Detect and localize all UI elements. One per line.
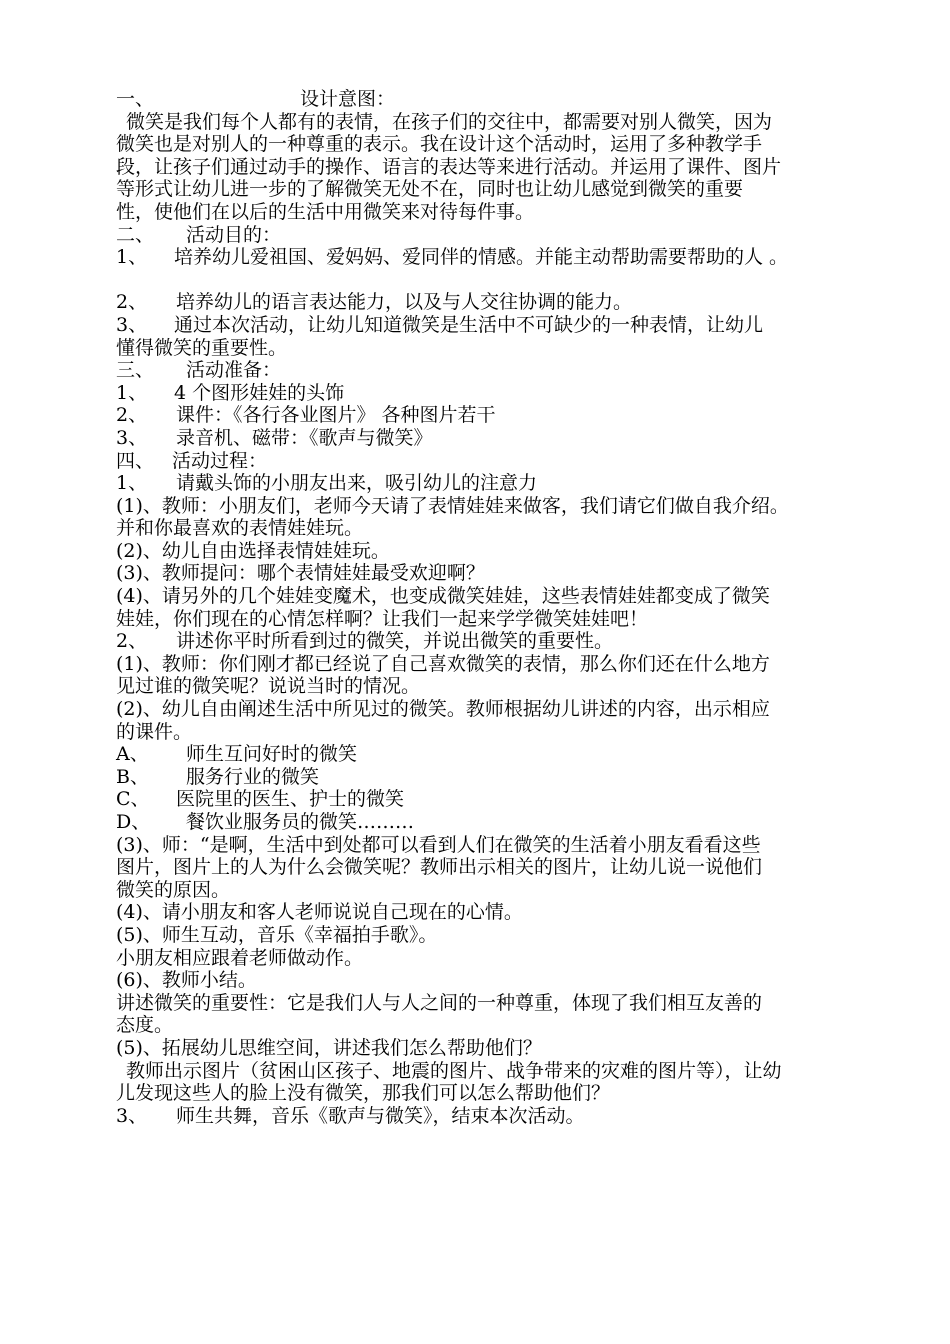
paragraph-line: (3)、教师提问：哪个表情娃娃最受欢迎啊？ (116, 562, 485, 585)
list-number: 3、 (116, 313, 148, 336)
paragraph-line: (5)、师生互动，音乐《幸福拍手歌》。 (116, 923, 438, 946)
paragraph-line: (5)、拓展幼儿思维空间，讲述我们怎么帮助他们？ (116, 1036, 542, 1059)
paragraph-line: (1)、教师：你们刚才都已经说了自己喜欢微笑的表情，那么你们还在什么地方 (116, 652, 770, 675)
paragraph-line: (4)、请另外的几个娃娃变魔术，也变成微笑娃娃，这些表情娃娃都变成了微笑 (116, 585, 770, 608)
list-number: 1、 (116, 472, 148, 495)
list-letter: C、 (116, 788, 150, 811)
section-title: 设计意图： (300, 88, 396, 110)
list-item (116, 811, 876, 834)
list-text: 通过本次活动，让幼儿知道微笑是生活中不可缺少的一种表情，让幼儿 (174, 313, 764, 336)
list-item (116, 404, 876, 427)
paragraph-line: 见过谁的微笑呢？说说当时的情况。 (116, 675, 421, 698)
list-item (116, 788, 876, 811)
paragraph-line: (1)、教师：小朋友们，老师今天请了表情娃娃来做客，我们请它们做自我介绍。 (116, 494, 789, 517)
document-page (116, 88, 876, 1127)
paragraph-line: 等形式让幼儿进一步的了解微笑无处不在，同时也让幼儿感觉到微笑的重要 (116, 178, 744, 201)
paragraph-line: 懂得微笑的重要性。 (116, 336, 288, 359)
section-number: 三、 (116, 359, 155, 382)
section-heading-4 (116, 450, 876, 473)
list-text: 培养幼儿的语言表达能力，以及与人交往协调的能力。 (176, 291, 633, 314)
list-letter: B、 (116, 765, 149, 788)
list-item (116, 246, 876, 269)
list-item (116, 743, 876, 766)
list-number: 1、 (116, 381, 148, 404)
list-item (116, 766, 876, 789)
list-letter: D、 (116, 811, 151, 833)
list-item (116, 291, 876, 314)
section-heading-2 (116, 224, 876, 247)
list-text: 服务行业的微笑 (186, 765, 320, 788)
paragraph-line: 性，使他们在以后的生活中用微笑来对待每件事。 (116, 200, 535, 223)
section-heading-3 (116, 359, 876, 382)
paragraph-line: 讲述微笑的重要性：它是我们人与人之间的一种尊重，体现了我们相互友善的 (116, 991, 763, 1014)
list-number: 1、 (116, 246, 148, 269)
paragraph-line: (3)、师：“是啊，生活中到处都可以看到人们在微笑的生活着小朋友看看这些 (116, 833, 761, 856)
blank-line (116, 269, 876, 292)
section-title: 活动目的： (186, 223, 282, 246)
paragraph-line: (2)、幼儿自由阐述生活中所见过的微笑。教师根据幼儿讲述的内容，出示相应 (116, 698, 770, 721)
paragraph-line: 微笑也是对别人的一种尊重的表示。我在设计这个活动时，运用了多种教学手 (116, 133, 763, 156)
list-text: 讲述你平时所看到过的微笑，并说出微笑的重要性。 (176, 630, 614, 653)
section-title: 活动准备： (186, 359, 282, 382)
paragraph-line: (4)、请小朋友和客人老师说说自己现在的心情。 (116, 901, 523, 924)
paragraph-line: 态度。 (116, 1014, 174, 1037)
paragraph-line: (6)、教师小结。 (116, 969, 257, 992)
section-heading-1 (116, 88, 876, 111)
paragraph-line: 并和你最喜欢的表情娃娃玩。 (116, 517, 364, 540)
list-text: 医院里的医生、护士的微笑 (176, 788, 405, 811)
list-item (116, 472, 876, 495)
list-text: 餐饮业服务员的微笑……… (186, 811, 415, 833)
list-number: 2、 (116, 404, 148, 427)
paragraph-line: 图片，图片上的人为什么会微笑呢？教师出示相关的图片，让幼儿说一说他们 (116, 856, 763, 879)
list-item (116, 1105, 876, 1128)
list-item (116, 630, 876, 653)
list-letter: A、 (116, 743, 149, 766)
paragraph-line: 微笑是我们每个人都有的表情，在孩子们的交往中，都需要对别人微笑，因为 (126, 110, 773, 133)
section-number: 一、 (116, 88, 155, 110)
list-text: 师生共舞，音乐《歌声与微笑》，结束本次活动。 (176, 1104, 585, 1127)
list-text: 请戴头饰的小朋友出来，吸引幼儿的注意力 (176, 472, 538, 495)
list-item (116, 427, 876, 450)
list-number: 2、 (116, 291, 148, 314)
list-text: 培养幼儿爱祖国、爱妈妈、爱同伴的情感。并能主动帮助需要帮助的人 。 (174, 246, 789, 269)
list-text: 课件：《各行各业图片》 各种图片若干 (176, 404, 496, 427)
list-item (116, 314, 876, 337)
section-title: 活动过程： (172, 449, 268, 472)
section-number: 四、 (116, 449, 155, 472)
list-number: 3、 (116, 1104, 148, 1127)
paragraph-line: 教师出示图片（贫困山区孩子、地震的图片、战争带来的灾难的图片等），让幼 (126, 1059, 782, 1082)
paragraph-line: 娃娃，你们现在的心情怎样啊？让我们一起来学学微笑娃娃吧！ (116, 607, 649, 630)
list-item (116, 382, 876, 405)
section-number: 二、 (116, 223, 155, 246)
paragraph-line: 小朋友相应跟着老师做动作。 (116, 946, 364, 969)
list-text: 录音机、磁带：《歌声与微笑》 (176, 426, 433, 449)
paragraph-line: 的课件。 (116, 720, 193, 743)
paragraph-line: 儿发现这些人的脸上没有微笑，那我们可以怎么帮助他们？ (116, 1082, 611, 1105)
list-text: 师生互问好时的微笑 (186, 743, 358, 766)
paragraph-line: 段，让孩子们通过动手的操作、语言的表达等来进行活动。并运用了课件、图片 (116, 155, 782, 178)
list-number: 3、 (116, 426, 148, 449)
paragraph-line: 微笑的原因。 (116, 878, 231, 901)
list-text: 4 个图形娃娃的头饰 (174, 381, 345, 404)
list-number: 2、 (116, 630, 148, 653)
paragraph-line: (2)、幼儿自由选择表情娃娃玩。 (116, 539, 390, 562)
